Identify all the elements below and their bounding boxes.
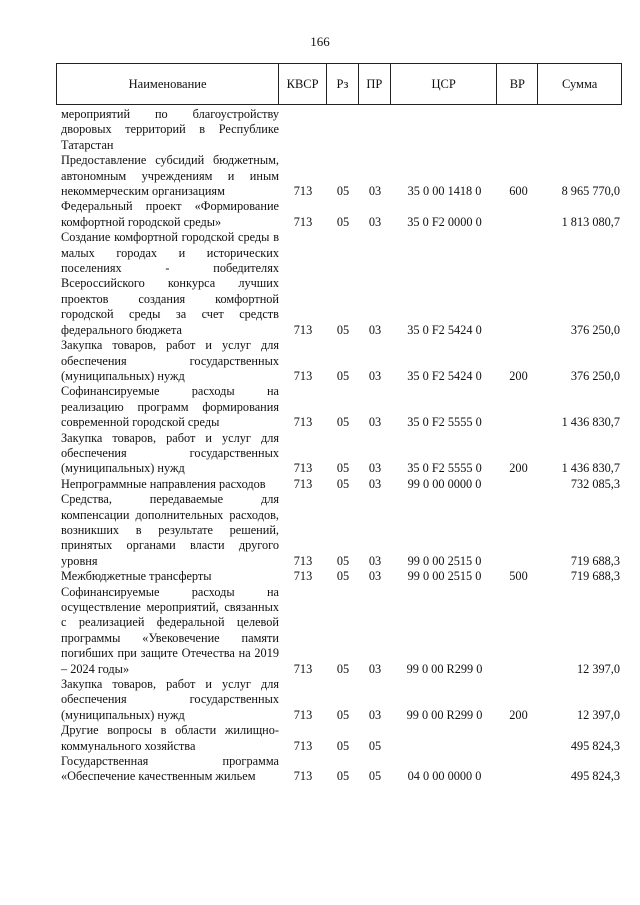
cell-kvsr: 713 bbox=[293, 461, 313, 476]
cell-sum: 376 250,0 bbox=[570, 368, 620, 383]
cell-pr: 03 bbox=[368, 322, 382, 337]
cell-kvsr: 713 bbox=[293, 322, 313, 337]
cell-pr: 03 bbox=[368, 553, 382, 568]
cell-vr: 200 bbox=[509, 368, 528, 383]
cell-name: Софинансируемые расходы на осуществление мероприятий, связанных с реализацией федеральной целевой программы «Увековечение памяти погибших при защите Отечества на 2019 – 2024 годы» bbox=[61, 584, 279, 676]
cell-name: Государственная программа «Обеспечение качественным жильем bbox=[61, 754, 279, 784]
cell-name: Закупка товаров, работ и услуг для обеспечения государственных (муниципальных) нужд bbox=[61, 677, 279, 722]
cell-kvsr: 713 bbox=[293, 476, 313, 491]
cell-rz: 05 bbox=[336, 184, 350, 199]
table-row bbox=[56, 338, 622, 384]
cell-csr: 35 0 F2 0000 0 bbox=[407, 214, 482, 229]
cell-sum: 12 397,0 bbox=[576, 661, 620, 676]
cell-pr: 03 bbox=[368, 661, 382, 676]
header-rz: Рз bbox=[327, 64, 359, 104]
cell-csr: 99 0 00 R299 0 bbox=[406, 707, 483, 722]
cell-pr: 03 bbox=[368, 214, 382, 229]
cell-pr: 05 bbox=[368, 738, 382, 753]
cell-csr: 99 0 00 R299 0 bbox=[406, 661, 483, 676]
cell-pr: 03 bbox=[368, 707, 382, 722]
cell-sum: 719 688,3 bbox=[570, 569, 620, 584]
table-row bbox=[56, 199, 622, 230]
cell-vr: 600 bbox=[509, 184, 528, 199]
cell-name: мероприятий по благоустройству дворовых территорий в Республике Татарстан bbox=[61, 107, 279, 152]
cell-csr: 99 0 00 2515 0 bbox=[407, 553, 482, 568]
table-body bbox=[56, 107, 622, 785]
cell-csr: 35 0 00 1418 0 bbox=[407, 184, 482, 199]
cell-sum: 495 824,3 bbox=[570, 769, 620, 784]
table-row bbox=[56, 569, 622, 584]
header-pr: ПР bbox=[359, 64, 391, 104]
cell-csr: 35 0 F2 5555 0 bbox=[407, 415, 482, 430]
cell-rz: 05 bbox=[336, 322, 350, 337]
cell-name: Закупка товаров, работ и услуг для обеспечения государственных (муниципальных) нужд bbox=[61, 430, 279, 476]
header-vr: ВР bbox=[497, 64, 538, 104]
cell-name: Предоставление субсидий бюджетным, автономным учреждениям и иным некоммерческим организациям bbox=[61, 153, 279, 199]
table-header bbox=[56, 63, 622, 105]
table-row bbox=[56, 585, 622, 677]
header-sum: Сумма bbox=[561, 76, 598, 91]
cell-sum: 12 397,0 bbox=[576, 707, 620, 722]
cell-sum: 719 688,3 bbox=[570, 553, 620, 568]
cell-rz: 05 bbox=[336, 707, 350, 722]
cell-csr: 04 0 00 0000 0 bbox=[407, 769, 482, 784]
cell-pr: 03 bbox=[368, 461, 382, 476]
cell-rz: 05 bbox=[336, 461, 350, 476]
cell-sum: 495 824,3 bbox=[570, 738, 620, 753]
table-row bbox=[56, 492, 622, 569]
cell-kvsr: 713 bbox=[293, 738, 313, 753]
table-row bbox=[56, 723, 622, 754]
cell-name: Другие вопросы в области жилищно-коммунального хозяйства bbox=[61, 723, 279, 753]
header-csr: ЦСР bbox=[391, 64, 498, 104]
cell-rz: 05 bbox=[336, 214, 350, 229]
cell-pr: 03 bbox=[368, 569, 382, 584]
header-name: Наименование bbox=[57, 64, 279, 104]
cell-pr: 03 bbox=[368, 184, 382, 199]
cell-rz: 05 bbox=[336, 738, 350, 753]
cell-rz: 05 bbox=[336, 553, 350, 568]
table-row bbox=[56, 230, 622, 338]
page-number: 166 bbox=[310, 34, 330, 49]
cell-pr: 03 bbox=[368, 415, 382, 430]
cell-csr: 99 0 00 0000 0 bbox=[407, 476, 482, 491]
table-row bbox=[56, 677, 622, 723]
cell-name: Межбюджетные трансферты bbox=[61, 569, 212, 584]
cell-sum: 1 436 830,7 bbox=[561, 461, 620, 476]
table-row bbox=[56, 153, 622, 199]
cell-csr: 35 0 F2 5424 0 bbox=[407, 322, 482, 337]
header-kvsr: КВСР bbox=[279, 64, 327, 104]
cell-kvsr: 713 bbox=[293, 214, 313, 229]
cell-sum: 1 436 830,7 bbox=[561, 415, 620, 430]
cell-kvsr: 713 bbox=[293, 415, 313, 430]
table-row bbox=[56, 431, 622, 477]
cell-pr: 03 bbox=[368, 368, 382, 383]
cell-name: Закупка товаров, работ и услуг для обеспечения государственных (муниципальных) нужд bbox=[61, 338, 279, 383]
cell-name: Создание комфортной городской среды в малых городах и исторических поселениях - победителях Всероссийского конкурса лучших проектов создания комфортной городской среды за счет средств федерального бюджета bbox=[61, 230, 279, 337]
cell-name: Федеральный проект «Формирование комфортной городской среды» bbox=[61, 199, 279, 229]
cell-rz: 05 bbox=[336, 769, 350, 784]
cell-vr: 200 bbox=[509, 461, 528, 476]
cell-kvsr: 713 bbox=[293, 368, 313, 383]
cell-name: Софинансируемые расходы на реализацию программ формирования современной городской среды bbox=[61, 384, 279, 430]
cell-csr: 35 0 F2 5424 0 bbox=[407, 368, 482, 383]
cell-kvsr: 713 bbox=[293, 553, 313, 568]
cell-rz: 05 bbox=[336, 368, 350, 383]
cell-kvsr: 713 bbox=[293, 769, 313, 784]
cell-sum: 1 813 080,7 bbox=[561, 214, 620, 229]
table-row bbox=[56, 754, 622, 785]
cell-rz: 05 bbox=[336, 569, 350, 584]
cell-csr: 35 0 F2 5555 0 bbox=[407, 461, 482, 476]
table-row bbox=[56, 384, 622, 430]
cell-name: Непрограммные направления расходов bbox=[61, 476, 266, 491]
cell-vr: 200 bbox=[509, 707, 528, 722]
cell-rz: 05 bbox=[336, 415, 350, 430]
cell-rz: 05 bbox=[336, 476, 350, 491]
table-row bbox=[56, 107, 622, 153]
cell-kvsr: 713 bbox=[293, 184, 313, 199]
cell-csr: 99 0 00 2515 0 bbox=[407, 569, 482, 584]
cell-kvsr: 713 bbox=[293, 569, 313, 584]
cell-sum: 376 250,0 bbox=[570, 322, 620, 337]
cell-rz: 05 bbox=[336, 661, 350, 676]
cell-name: Средства, передаваемые для компенсации дополнительных расходов, возникших в результате решений, принятых органами власти другого уровня bbox=[61, 492, 279, 568]
table-row bbox=[56, 477, 622, 492]
cell-sum: 732 085,3 bbox=[570, 476, 620, 491]
cell-kvsr: 713 bbox=[293, 707, 313, 722]
cell-pr: 03 bbox=[368, 476, 382, 491]
cell-pr: 05 bbox=[368, 769, 382, 784]
cell-vr: 500 bbox=[509, 569, 528, 584]
cell-kvsr: 713 bbox=[293, 661, 313, 676]
cell-sum: 8 965 770,0 bbox=[561, 184, 620, 199]
